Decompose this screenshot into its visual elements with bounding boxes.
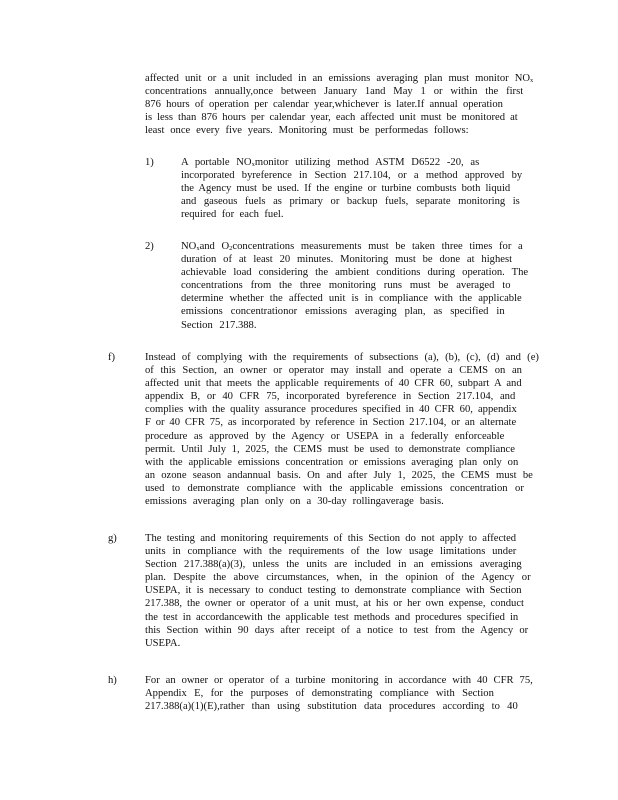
list-item-h	[145, 674, 535, 713]
item-line: incorporated byreference in Section 217.104, or a method approved by	[181, 170, 523, 182]
item-line: Section 217.388(a)(3), unless the units are included in an emissions averaging	[145, 559, 522, 571]
item-line: USEPA.	[145, 637, 181, 649]
intro-line: concentrations annually,once between January 1and May 1 or within the first	[145, 86, 524, 98]
item-line: concentrations from the three monitoring runs must be averaged to	[181, 280, 511, 292]
item-line: 217.388, the owner or operator of a unit must, at his or her own expense, conduct	[145, 598, 525, 610]
list-item-f	[145, 351, 539, 508]
item-line: For an owner or operator of a turbine monitoring in accordance with 40 CFR 75,	[145, 675, 533, 686]
item-label: h)	[108, 675, 117, 686]
item-line: an ozone season andannual basis. On and after July 1, 2025, the CEMS must be	[145, 469, 533, 481]
item-line: plan. Despite the above circumstances, when, in the opinion of the Agency or	[145, 572, 531, 584]
intro-line: 876 hours of operation per calendar year,whichever is later.If annual operation	[145, 99, 503, 111]
item-line: with the applicable emissions concentration or emissions averaging plan only on	[145, 456, 519, 468]
item-label: g)	[108, 533, 117, 544]
item-line: this Section within 90 days after receipt of a notice to test from the Agency or	[145, 624, 529, 636]
item-line: complies with the quality assurance procedures specified in 40 CFR 60, appendix	[145, 404, 517, 416]
list-item-g	[145, 532, 535, 650]
item-line: Appendix E, for the purposes of demonstrating compliance with Section	[145, 688, 494, 700]
item-line: duration of at least 20 minutes. Monitoring must be done at highest	[181, 254, 513, 266]
item-line: A portable $NO_xmonitor$ utilizing method ASTM D6522 -20, as	[181, 157, 480, 168]
item-line: $NO_xand$ $O_2concentrations$ measurements must be taken three times for a	[181, 241, 523, 252]
intro-line: least once every five years. Monitoring must be performedas follows:	[145, 125, 469, 137]
item-line: The testing and monitoring requirements of this Section do not apply to affected	[145, 533, 517, 544]
item-line: achievable load considering the ambient conditions during operation. The	[181, 267, 529, 279]
item-line: of this Section, an owner or operator may install and operate a CEMS on an	[145, 365, 522, 377]
item-line: required for each fuel.	[181, 209, 284, 221]
item-line: procedure as approved by the Agency or USEPA in a federally enforceable	[145, 430, 505, 442]
intro-line: is less than 876 hours per calendar year, each affected unit must be monitored at	[145, 112, 518, 124]
item-line: used to demonstrate compliance with the applicable emissions concentration or	[145, 482, 524, 494]
item-line: permit. Until July 1, 2025, the CEMS must be used to demonstrate compliance	[145, 443, 515, 455]
item-line: F or 40 CFR 75, as incorporated by reference in Section 217.104, or an alternate	[145, 417, 517, 429]
item-line: appendix B, or 40 CFR 75, incorporated byreference in Section 217.104, and	[145, 391, 516, 403]
item-line: affected unit that meets the applicable requirements of 40 CFR 60, subpart A and	[145, 378, 522, 390]
list-item-2	[181, 240, 535, 332]
item-line: Instead of complying with the requirements of subsections (a), (b), (c), (d) and (e)	[145, 352, 539, 363]
item-label: f)	[108, 352, 116, 363]
item-line: Section 217.388.	[181, 319, 257, 331]
item-label: 2)	[145, 241, 154, 252]
item-line: 217.388(a)(1)(E),rather than using substitution data procedures according to 40	[145, 701, 518, 713]
item-line: units in compliance with the requirements of the low usage limitations under	[145, 546, 517, 558]
intro-line: affected unit or a unit included in an emissions averaging plan must monitor $NO_x$	[145, 73, 534, 84]
item-line: emissions averaging plan only on a 30-day rollingaverage basis.	[145, 496, 444, 508]
item-line: and gaseous fuels as primary or backup fuels, separate monitoring is	[181, 196, 520, 208]
item-line: emissions concentrationor emissions averaging plan, as specified in	[181, 306, 505, 318]
item-label: 1)	[145, 157, 154, 168]
item-line: determine whether the affected unit is in compliance with the applicable	[181, 293, 522, 305]
item-line: USEPA, it is necessary to conduct testing to demonstrate compliance with Section	[145, 585, 522, 597]
list-item-1	[181, 156, 535, 221]
item-line: the Agency must be used. If the engine or turbine combusts both liquid	[181, 183, 511, 195]
item-line: the test in accordancewith the applicable test methods and procedures specified in	[145, 611, 519, 623]
intro-paragraph	[145, 72, 535, 137]
